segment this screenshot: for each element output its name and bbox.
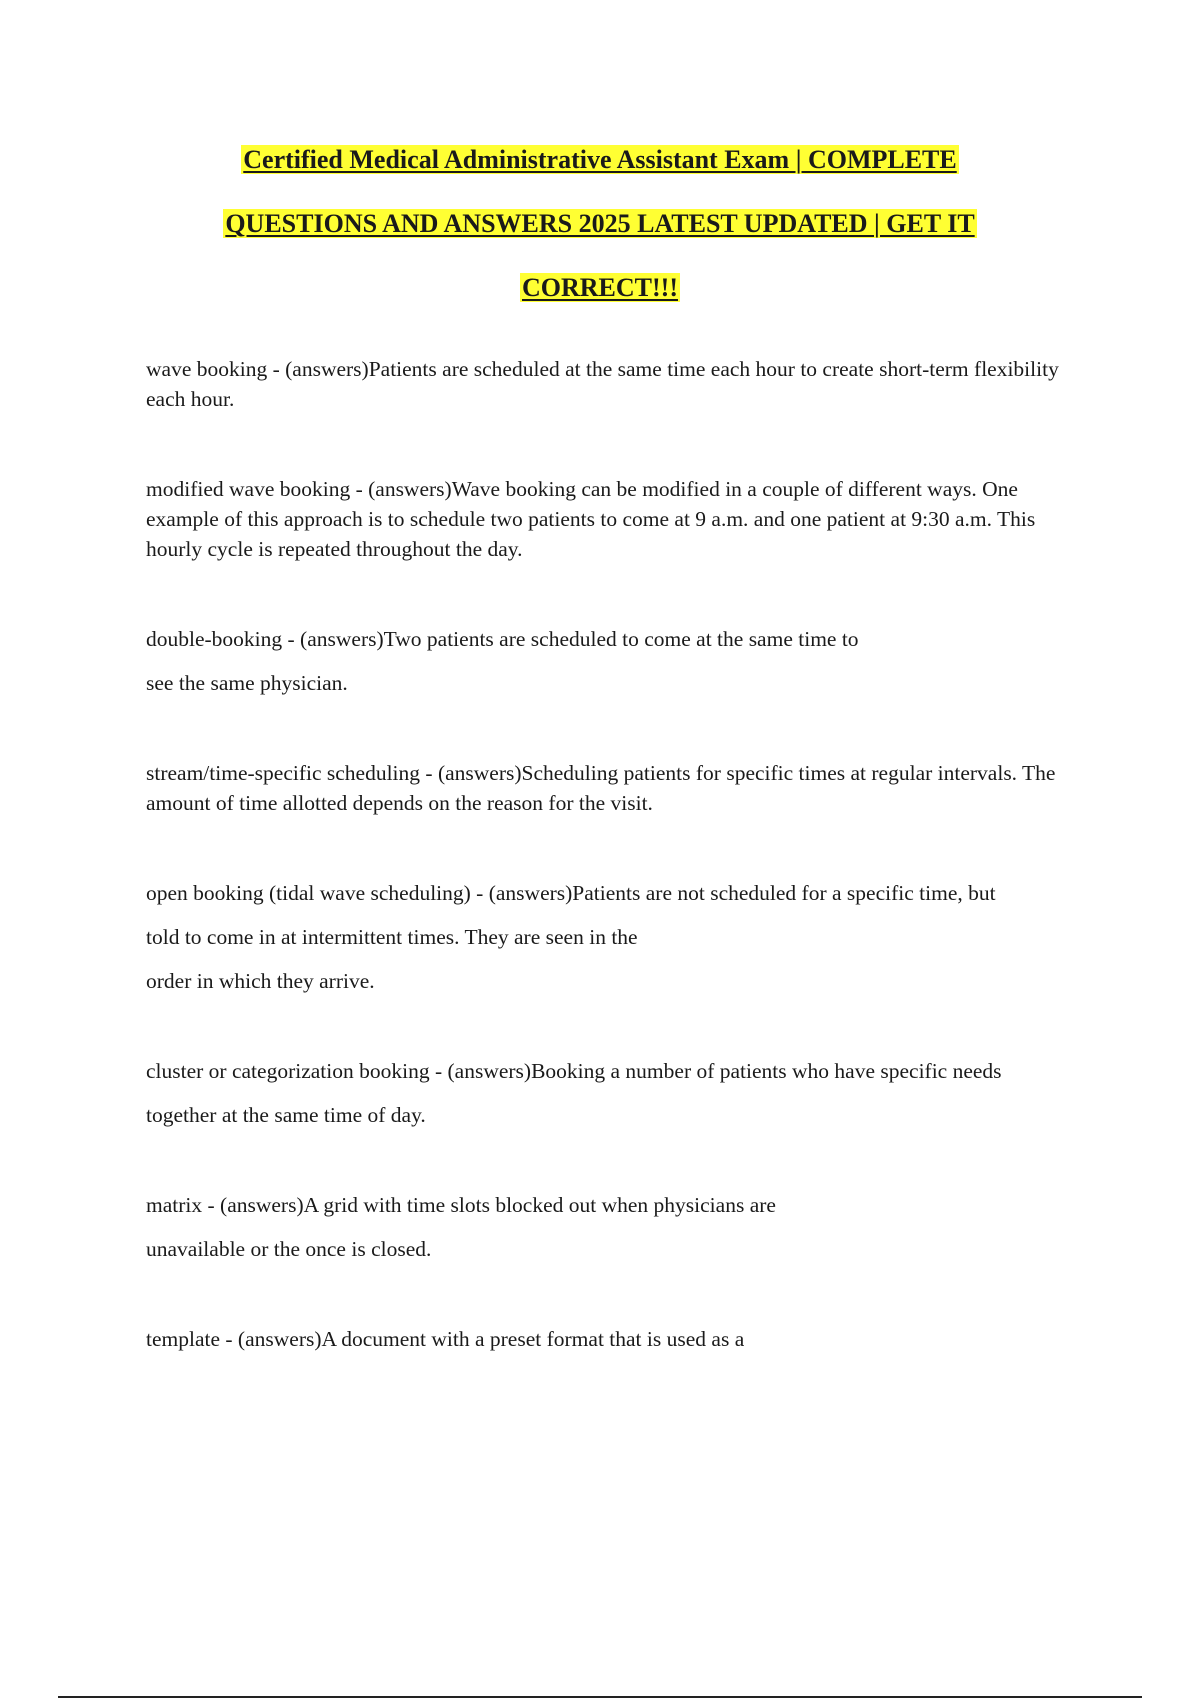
qa-entry-wave-booking bbox=[146, 354, 1086, 414]
title-line bbox=[0, 268, 1200, 332]
entry-text: order in which they arrive. bbox=[146, 969, 375, 993]
page-bottom-rule bbox=[58, 1696, 1142, 1698]
entry-text: unavailable or the once is closed. bbox=[146, 1237, 432, 1261]
qa-list bbox=[146, 354, 1086, 1414]
qa-entry-cluster-booking bbox=[146, 1056, 1086, 1130]
title-line-text: CORRECT!!! bbox=[522, 273, 678, 302]
qa-entry-template bbox=[146, 1324, 1086, 1354]
title-line-text: QUESTIONS AND ANSWERS 2025 LATEST UPDATED | GET IT bbox=[225, 209, 975, 238]
qa-entry-stream-scheduling bbox=[146, 758, 1086, 818]
entry-text: stream/time-specific scheduling - (answers)Scheduling patients for specific times at regular intervals. The amount of time allotted depends on the reason for the visit. bbox=[146, 761, 1056, 815]
title-line bbox=[0, 140, 1200, 204]
entry-text: double-booking - (answers)Two patients are scheduled to come at the same time to bbox=[146, 627, 859, 651]
entry-text: open booking (tidal wave scheduling) - (answers)Patients are not scheduled for a specific time, but bbox=[146, 881, 996, 905]
entry-text: modified wave booking - (answers)Wave booking can be modified in a couple of different ways. One example of this approach is to schedule two patients to come at 9 a.m. and one patient at 9:30 a.m. This hourly cycle is repeated throughout the day. bbox=[146, 477, 1036, 561]
title-line-text: Certified Medical Administrative Assistant Exam | COMPLETE bbox=[243, 145, 957, 174]
entry-text: told to come in at intermittent times. They are seen in the bbox=[146, 925, 638, 949]
title-line bbox=[0, 204, 1200, 268]
entry-text: together at the same time of day. bbox=[146, 1103, 426, 1127]
qa-entry-matrix bbox=[146, 1190, 1086, 1264]
qa-entry-double-booking bbox=[146, 624, 1086, 698]
entry-text: see the same physician. bbox=[146, 671, 348, 695]
qa-entry-modified-wave-booking bbox=[146, 474, 1086, 564]
document-title bbox=[0, 140, 1200, 332]
entry-text: template - (answers)A document with a preset format that is used as a bbox=[146, 1327, 745, 1351]
entry-text: matrix - (answers)A grid with time slots blocked out when physicians are bbox=[146, 1193, 776, 1217]
qa-entry-open-booking bbox=[146, 878, 1086, 996]
entry-text: wave booking - (answers)Patients are scheduled at the same time each hour to create short-term flexibility each hour. bbox=[146, 357, 1059, 411]
entry-text: cluster or categorization booking - (answers)Booking a number of patients who have specific needs bbox=[146, 1059, 1002, 1083]
